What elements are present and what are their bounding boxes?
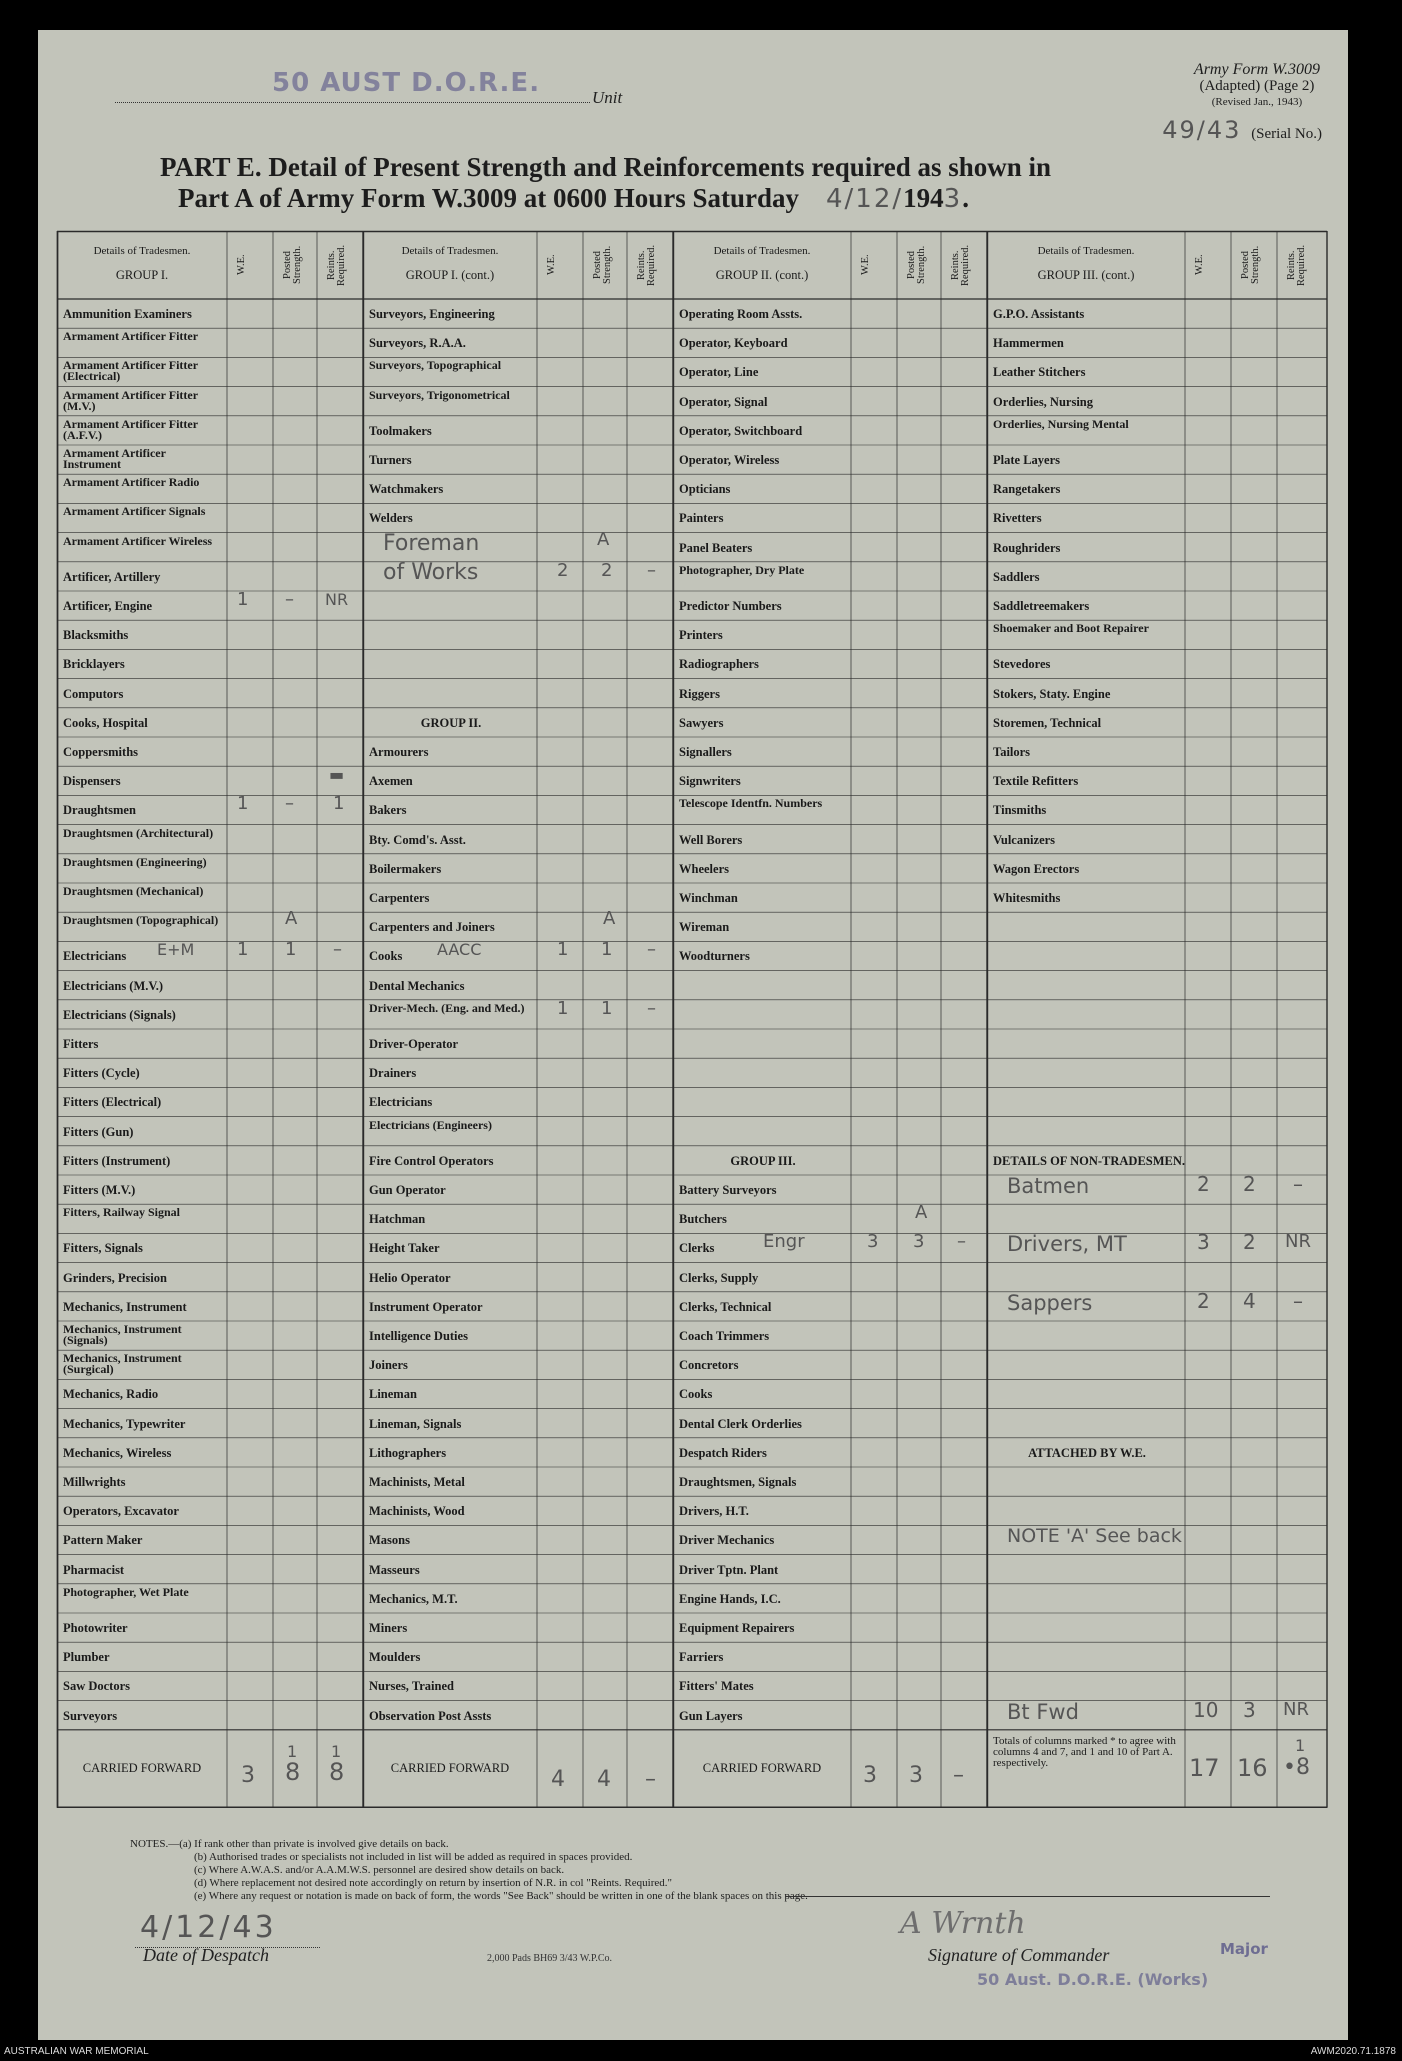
carried-forward-label: CARRIED FORWARD (82, 1760, 202, 1775)
trade-label: Machinists, Wood (369, 1504, 465, 1519)
handwritten-entry: – (647, 939, 656, 961)
trade-label: Electricians (Signals) (63, 1007, 176, 1022)
note-c: (c) Where A.W.A.S. and/or A.A.M.W.S. personnel are desired show details on back. (194, 1864, 565, 1876)
trade-label: Artificer, Artillery (63, 569, 161, 584)
handwritten-entry: •8 (1283, 1754, 1310, 1780)
despatch-label: Date of Despatch (143, 1945, 269, 1965)
trade-label: Surveyors (63, 1708, 118, 1723)
trade-label: Photographer, Dry Plate (679, 562, 805, 577)
handwritten-entry: 16 (1237, 1753, 1268, 1782)
trade-label: Radiographers (679, 657, 759, 672)
title-line-2 (160, 183, 1260, 215)
trade-label: Driver-Mech. (Eng. and Med.) (369, 1000, 525, 1015)
trade-label: Drainers (369, 1066, 417, 1081)
handwritten-entry: 3 (909, 1762, 923, 1788)
totals-note: Totals of columns marked * to agree with columns 4 and 7, and 1 and 10 of Part A. respectively. (993, 1734, 1176, 1769)
trade-label: Observation Post Assts (369, 1708, 492, 1723)
section-heading: GROUP II. (420, 715, 482, 730)
trade-label: Miners (369, 1621, 408, 1635)
handwritten-entry: 3 (1243, 1697, 1256, 1722)
handwritten-entry: – (1293, 1172, 1303, 1196)
trade-label: Tinsmiths (993, 803, 1047, 818)
trade-label: Fitters (Instrument) (63, 1153, 171, 1168)
trade-label: Draughtsmen, Signals (679, 1475, 797, 1489)
trade-label: Photowriter (63, 1621, 128, 1635)
form-grid (57, 231, 1327, 1826)
handwritten-entry: NR (1285, 1231, 1311, 1253)
trade-label: Turners (369, 453, 412, 467)
trade-label: Wheelers (679, 861, 729, 876)
trade-label: Hammermen (993, 336, 1064, 351)
handwritten-entry: 1 (237, 793, 249, 815)
handwritten-note: NOTE 'A' See back (1007, 1525, 1182, 1548)
trade-label: Boilermakers (369, 861, 442, 876)
form-title (160, 152, 1260, 215)
trade-label: Orderlies, Nursing Mental (993, 416, 1129, 431)
trade-label: Surveyors, Engineering (369, 307, 495, 321)
trade-label: Driver Mechanics (679, 1533, 775, 1548)
handwritten-entry: – (1293, 1288, 1303, 1313)
serial-number (1162, 116, 1322, 144)
column-header-vertical: Posted Strength. (906, 245, 927, 285)
trade-label: Coppersmiths (63, 745, 139, 759)
trade-label: Mechanics, Wireless (63, 1445, 172, 1460)
title-year-hw: 3 (943, 184, 963, 214)
handwritten-entry: 2 (557, 559, 569, 581)
trade-label: Fitters, Signals (63, 1241, 143, 1256)
trade-label: Carpenters and Joiners (369, 920, 495, 935)
trade-label: Farriers (679, 1650, 724, 1665)
handwritten-entry: A (597, 528, 610, 550)
title-year: 194 (903, 183, 944, 213)
trade-label: Stevedores (993, 657, 1051, 672)
unit-label: Unit (592, 88, 623, 107)
trade-label: Fitters, Railway Signal (63, 1205, 180, 1220)
trade-label: Grinders, Precision (63, 1270, 167, 1285)
handwritten-entry: 3 (241, 1762, 255, 1788)
trade-label: Dental Mechanics (369, 978, 465, 993)
note-a: NOTES.—(a) If rank other than private is involved give details on back. (130, 1838, 449, 1850)
trade-label: Operator, Signal (679, 394, 768, 409)
form-name: Army Form W.3009 (1193, 61, 1320, 78)
trade-label: Fire Control Operators (369, 1153, 494, 1168)
trade-label: Printers (679, 628, 723, 643)
handwritten-entry: 3 (863, 1762, 877, 1788)
handwritten-entry: 2 (1197, 1172, 1210, 1196)
handwritten-entry: 2 (1243, 1172, 1256, 1196)
note-e: (e) Where any request or notation is made on back of form, the words "See Back" should be written in one of the blank spaces on this page. (194, 1890, 808, 1902)
trade-label: Armament Artificer Wireless (63, 533, 213, 548)
column-header-vertical: Reints. Required. (636, 244, 657, 286)
handwritten-entry: 3 (867, 1231, 879, 1253)
trade-label: Moulders (369, 1650, 421, 1665)
trade-label: Plumber (63, 1650, 110, 1665)
handwritten-entry: 1 (285, 939, 297, 961)
trade-label: Mechanics, Radio (63, 1387, 159, 1402)
trade-label: Fitters (Gun) (63, 1124, 134, 1139)
trade-label: Predictor Numbers (679, 599, 782, 613)
trade-label: Blacksmiths (63, 628, 129, 643)
trade-label: Draughtsmen (Topographical) (63, 913, 219, 928)
trade-label: Fitters (Electrical) (63, 1095, 162, 1110)
trade-label: Engine Hands, I.C. (679, 1591, 781, 1606)
handwritten-entry: A (603, 908, 616, 930)
column-header-vertical: W.E. (1194, 254, 1205, 276)
handwritten-entry: 2 (1243, 1230, 1256, 1255)
trade-label: Fitters (M.V.) (63, 1183, 136, 1197)
footer-accession: AWM2020.71.1878 (1310, 2046, 1396, 2057)
handwritten-entry: 8 (329, 1757, 345, 1786)
trade-label: Lineman, Signals (369, 1416, 462, 1431)
trade-label: Gun Operator (369, 1183, 446, 1197)
trade-label: Saw Doctors (63, 1679, 131, 1694)
trade-label: Vulcanizers (993, 832, 1056, 847)
trade-label: Masons (369, 1533, 410, 1548)
trade-label: Shoemaker and Boot Repairer (993, 621, 1149, 636)
serial-hw: 49/43 (1162, 116, 1242, 144)
handwritten-entry: A (285, 908, 298, 930)
handwritten-trade: Bt Fwd (1007, 1699, 1079, 1724)
signature-rank-stamp: Major (1220, 1940, 1268, 1958)
trade-label: Mechanics, Instrument (Surgical) (63, 1351, 182, 1377)
trade-label: Lithographers (369, 1445, 447, 1460)
trade-label: Pattern Maker (63, 1533, 143, 1548)
handwritten-entry: ▬ (329, 765, 345, 785)
trade-label: Armament Artificer Radio (63, 475, 200, 490)
handwritten-entry: 1 (601, 939, 613, 961)
trade-label: Signallers (679, 745, 732, 759)
carried-forward-label: CARRIED FORWARD (390, 1760, 510, 1775)
trade-label: Axemen (369, 774, 413, 789)
handwritten-entry: NR (1283, 1698, 1309, 1720)
column-header-vertical: Reints. Required. (950, 244, 971, 286)
handwritten-entry: A (915, 1202, 928, 1224)
trade-label: Driver Tptn. Plant (679, 1562, 779, 1577)
trade-label: Millwrights (63, 1475, 126, 1489)
trade-label: Bricklayers (63, 657, 125, 672)
trade-label: Operators, Excavator (63, 1504, 179, 1519)
serial-label: (Serial No.) (1251, 126, 1322, 142)
trade-label: Machinists, Metal (369, 1475, 465, 1489)
title-text: Part A of Army Form W.3009 at 0600 Hours Saturday (178, 183, 799, 213)
trade-label: Bakers (369, 803, 407, 818)
trade-label: Cooks (369, 949, 403, 964)
signature-scrawl: A Wrnth (900, 1906, 1026, 1941)
section-heading: GROUP III. (730, 1153, 796, 1168)
trade-label: Draughtsmen (Architectural) (63, 825, 214, 840)
handwritten-entry: – (285, 793, 294, 815)
trade-label: Rangetakers (993, 482, 1061, 497)
trade-label: Drivers, H.T. (679, 1504, 749, 1519)
trade-label: Nurses, Trained (369, 1679, 454, 1694)
trade-label: Height Taker (369, 1241, 440, 1256)
column-header-vertical: W.E. (860, 254, 871, 276)
trade-label: Ammunition Examiners (63, 307, 192, 321)
trade-label: G.P.O. Assistants (993, 307, 1085, 321)
handwritten-entry: 8 (285, 1757, 301, 1786)
trade-label: Hatchman (369, 1212, 426, 1227)
handwritten-entry: – (333, 939, 342, 961)
trade-label: Well Borers (679, 832, 743, 847)
handwritten-entry: 2 (601, 559, 613, 581)
handwritten-entry: 1 (237, 939, 249, 961)
handwritten-entry: – (953, 1762, 964, 1788)
title-end: . (962, 183, 969, 213)
handwritten-entry: E+M (157, 940, 195, 960)
trade-label: Armourers (369, 745, 429, 759)
handwritten-entry: 1 (601, 997, 613, 1019)
trade-label: Watchmakers (369, 482, 444, 497)
handwritten-entry: NR (325, 590, 349, 609)
handwritten-entry: 1 (333, 793, 345, 815)
column-header-vertical: Posted Strength. (1240, 245, 1261, 285)
note-d: (d) Where replacement not desired note accordingly on return by insertion of N.R. in col "Reints. Required." (194, 1877, 672, 1889)
handwritten-entry: 17 (1189, 1753, 1220, 1782)
handwritten-entry: 4 (1243, 1288, 1256, 1313)
handwritten-trade: Foreman (383, 530, 480, 556)
handwritten-entry: 1 (557, 939, 569, 961)
column-header-vertical: W.E. (546, 254, 557, 276)
trade-label: Clerks, Supply (679, 1270, 759, 1285)
trade-label: Signwriters (679, 774, 741, 789)
trade-label: Winchman (679, 891, 738, 905)
trade-label: Armament Artificer Fitter (A.F.V.) (63, 416, 198, 442)
trade-label: Fitters (Cycle) (63, 1066, 140, 1081)
title-date-hw: 4/12/ (826, 184, 904, 214)
trade-label: Artificer, Engine (63, 599, 153, 613)
form-adapted: (Adapted) (Page 2) (1199, 78, 1315, 94)
column-header-vertical: Reints. Required. (326, 244, 347, 286)
trade-label: Textile Refitters (993, 774, 1079, 789)
trade-label: Surveyors, R.A.A. (369, 336, 466, 351)
column-header-vertical: Reints. Required. (1286, 244, 1307, 286)
handwritten-entry: – (647, 559, 656, 581)
trade-label: Concretors (679, 1358, 739, 1373)
unit-line (115, 102, 590, 103)
trade-label: Lineman (369, 1387, 417, 1402)
trade-label: Dispensers (63, 774, 121, 789)
trade-label: Operator, Keyboard (679, 336, 788, 351)
trade-label: Photographer, Wet Plate (63, 1584, 189, 1599)
handwritten-trade: Drivers, MT (1007, 1232, 1127, 1257)
form-revised: (Revised Jan., 1943) (1211, 96, 1303, 108)
handwritten-entry: 1 (287, 1741, 298, 1761)
trade-label: Armament Artificer Fitter (Electrical) (63, 358, 198, 384)
trade-label: Mechanics, M.T. (369, 1591, 458, 1606)
signature-label: Signature of Commander (928, 1945, 1110, 1965)
trade-label: Painters (679, 511, 724, 526)
trade-label: Electricians (63, 949, 127, 964)
section-heading: ATTACHED BY W.E. (1028, 1445, 1146, 1460)
column-header-vertical: Posted Strength. (592, 245, 613, 285)
trade-label: Tailors (993, 745, 1031, 759)
trade-label: Coach Trimmers (679, 1329, 770, 1343)
trade-label: Storemen, Technical (993, 715, 1102, 730)
handwritten-entry: AACC (437, 940, 482, 960)
trade-label: Draughtsmen (Engineering) (63, 854, 207, 869)
trade-label: Armament Artificer Instrument (63, 446, 166, 471)
handwritten-trade: Batmen (1007, 1174, 1090, 1198)
trade-label: Operator, Wireless (679, 453, 780, 467)
archive-footer (0, 2044, 1402, 2061)
handwritten-entry: – (647, 997, 656, 1019)
trade-label: Intelligence Duties (369, 1329, 468, 1343)
trade-label: Panel Beaters (679, 540, 753, 555)
handwritten-entry: – (285, 589, 294, 610)
signature-line (785, 1896, 1270, 1897)
trade-label: Driver-Operator (369, 1037, 459, 1051)
trade-label: Surveyors, Topographical (369, 358, 502, 373)
trade-label: Rivetters (993, 511, 1042, 526)
trade-label: Whitesmiths (993, 891, 1061, 905)
column-header-details: Details of Tradesmen. GROUP III. (cont.) (1037, 245, 1135, 282)
trade-label: Saddletreemakers (993, 599, 1090, 613)
trade-label: Mechanics, Instrument (63, 1299, 187, 1314)
trade-label: Armament Artificer Fitter (M.V.) (63, 387, 198, 413)
trade-label: Mechanics, Typewriter (63, 1416, 186, 1431)
trade-label: Sawyers (679, 715, 724, 730)
column-header-details: Details of Tradesmen. GROUP I. (93, 245, 191, 282)
handwritten-entry: 1 (557, 997, 569, 1019)
handwritten-entry: 3 (913, 1231, 925, 1253)
handwritten-entry: – (957, 1231, 966, 1253)
trade-label: Wireman (679, 920, 730, 935)
trade-label: Dental Clerk Orderlies (679, 1416, 802, 1431)
unit-stamp-bottom: 50 Aust. D.O.R.E. (Works) (977, 1970, 1209, 1989)
trade-label: Cooks (679, 1387, 713, 1402)
trade-label: Plate Layers (993, 453, 1060, 467)
trade-label: Operator, Switchboard (679, 423, 803, 438)
trade-label: Riggers (679, 686, 720, 701)
trade-label: Masseurs (369, 1562, 420, 1577)
trade-label: Telescope Identfn. Numbers (679, 796, 823, 811)
column-header-details: Details of Tradesmen. GROUP II. (cont.) (713, 245, 811, 282)
trade-label: Cooks, Hospital (63, 715, 148, 730)
trade-label: Armament Artificer Signals (63, 504, 206, 519)
trade-label: Armament Artificer Fitter (63, 329, 199, 344)
handwritten-entry: 4 (551, 1766, 565, 1792)
handwritten-entry: 2 (1197, 1288, 1210, 1313)
carried-forward-label: CARRIED FORWARD (702, 1760, 822, 1775)
trade-label: Instrument Operator (369, 1299, 483, 1314)
trade-label: Despatch Riders (679, 1445, 767, 1460)
trade-label: Orderlies, Nursing (993, 394, 1093, 409)
trade-label: Wagon Erectors (993, 861, 1080, 876)
trade-label: Surveyors, Trigonometrical (369, 387, 510, 402)
trade-label: Operating Room Assts. (679, 307, 803, 321)
trade-label: Battery Surveyors (679, 1183, 777, 1197)
trade-label: Draughtsmen (63, 803, 136, 818)
handwritten-entry: 1 (331, 1741, 342, 1761)
handwritten-entry: 1 (1295, 1735, 1306, 1755)
trade-label: Fitters (63, 1037, 99, 1051)
trade-label: Opticians (679, 482, 731, 497)
trade-label: Roughriders (993, 540, 1061, 555)
column-header-vertical: W.E. (236, 254, 247, 276)
trade-label: Fitters' Mates (679, 1679, 754, 1694)
trade-label: Electricians (Engineers) (369, 1117, 492, 1132)
trade-label: Clerks (679, 1241, 715, 1256)
trade-label: Electricians (369, 1095, 433, 1110)
trade-label: Pharmacist (63, 1562, 125, 1577)
trade-label: Gun Layers (679, 1708, 743, 1723)
despatch-date-hw: 4/12/43 (140, 1910, 277, 1945)
section-heading: DETAILS OF NON-TRADESMEN. (993, 1153, 1186, 1168)
trade-label: Draughtsmen (Mechanical) (63, 884, 204, 898)
printer-imprint: 2,000 Pads BH69 3/43 W.P.Co. (487, 1953, 613, 1964)
footer-institution: AUSTRALIAN WAR MEMORIAL (4, 2046, 149, 2057)
unit-stamp: 50 AUST D.O.R.E. (272, 68, 541, 98)
trade-label: Saddlers (993, 569, 1040, 584)
notes-block (130, 1838, 808, 1903)
trade-label: Bty. Comd's. Asst. (369, 832, 466, 847)
trade-label: Joiners (369, 1358, 408, 1373)
handwritten-trade: Sappers (1007, 1290, 1093, 1315)
handwritten-entry: 4 (597, 1766, 611, 1792)
trade-label: Clerks, Technical (679, 1299, 772, 1314)
note-b: (b) Authorised trades or specialists not included in list will be added as required in spaces provided. (194, 1851, 633, 1863)
trade-label: Electricians (M.V.) (63, 978, 164, 993)
trade-label: Operator, Line (679, 365, 759, 380)
handwritten-entry: 1 (237, 589, 249, 610)
trade-label: Stokers, Staty. Engine (993, 686, 1111, 701)
title-line-1: PART E. Detail of Present Strength and Reinforcements required as shown in (160, 152, 1052, 182)
trade-label: Helio Operator (369, 1270, 451, 1285)
trade-label: Butchers (679, 1212, 727, 1227)
trade-label: Welders (369, 511, 413, 526)
column-header-details: Details of Tradesmen. GROUP I. (cont.) (401, 245, 499, 282)
trade-label: Computors (63, 686, 124, 701)
handwritten-entry: 3 (1197, 1230, 1210, 1255)
handwritten-entry: Engr (763, 1231, 805, 1253)
handwritten-entry: 10 (1193, 1697, 1219, 1722)
handwritten-trade: of Works (383, 559, 479, 585)
form-identifier (1194, 62, 1320, 110)
trade-label: Leather Stitchers (993, 365, 1086, 380)
trade-label: Toolmakers (369, 423, 432, 438)
handwritten-entry: – (645, 1766, 656, 1792)
trade-label: Woodturners (679, 949, 750, 964)
trade-label: Mechanics, Instrument (Signals) (63, 1322, 182, 1347)
trade-label: Equipment Repairers (679, 1621, 795, 1635)
trade-label: Carpenters (369, 891, 430, 905)
column-header-vertical: Posted Strength. (282, 245, 303, 285)
